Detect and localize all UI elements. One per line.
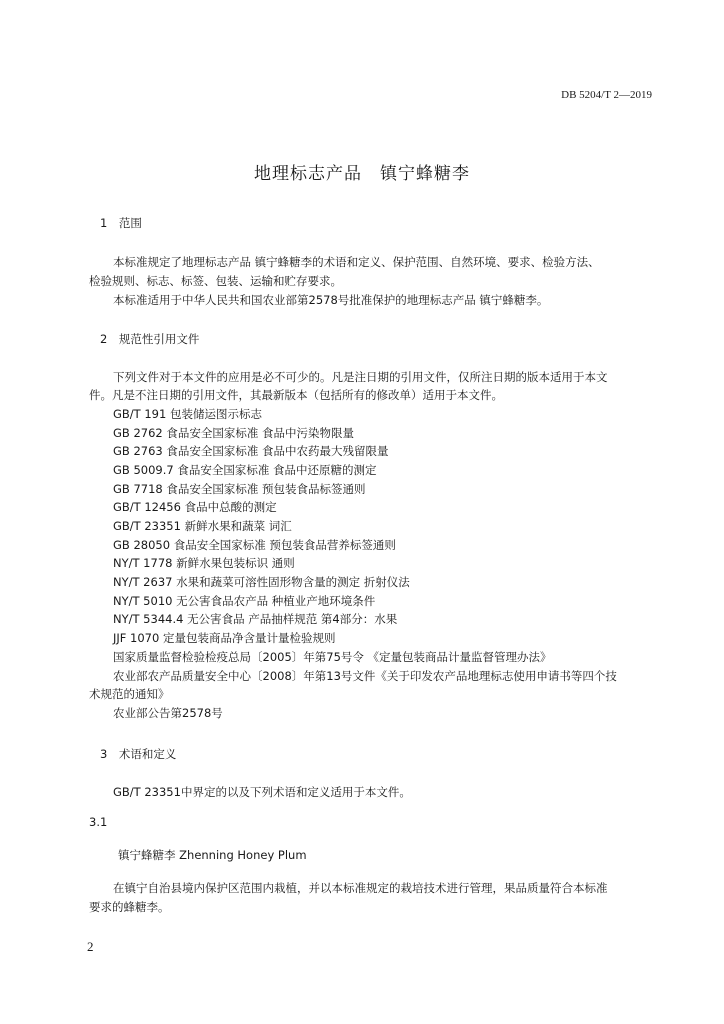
reference-item: 国家质量监督检验检疫总局〔2005〕年第75号令 《定量包装商品计量监督管理办法》 (113, 650, 552, 664)
reference-item: NY/T 5010 无公害食品农产品 种植业产地环境条件 (113, 594, 376, 608)
paragraph-line: 检验规则、标志、标签、包装、运输和贮存要求。 (89, 274, 342, 288)
reference-item: GB/T 23351 新鲜水果和蔬菜 词汇 (113, 519, 292, 533)
term-entry: 镇宁蜂糖李 Zhenning Honey Plum (118, 848, 307, 862)
reference-item: NY/T 2637 水果和蔬菜可溶性固形物含量的测定 折射仪法 (113, 575, 410, 589)
reference-item: JJF 1070 定量包装商品净含量计量检验规则 (113, 631, 336, 645)
reference-item: GB 7718 食品安全国家标准 预包装食品标签通则 (113, 482, 366, 496)
page-number: 2 (87, 939, 94, 954)
reference-item: GB 5009.7 食品安全国家标准 食品中还原糖的测定 (113, 463, 377, 477)
paragraph-line: 要求的蜂糖李。 (89, 900, 170, 914)
paragraph-line: 件。凡是不注日期的引用文件，其最新版本（包括所有的修改单）适用于本文件。 (89, 388, 503, 402)
reference-item: NY/T 1778 新鲜水果包装标识 通则 (113, 556, 295, 570)
reference-item: GB 2762 食品安全国家标准 食品中污染物限量 (113, 426, 355, 440)
page-title: 地理标志产品 镇宁蜂糖李 (254, 164, 470, 184)
reference-item: GB 2763 食品安全国家标准 食品中农药最大残留限量 (113, 444, 389, 458)
reference-item: GB/T 191 包装储运图示标志 (113, 407, 262, 421)
paragraph-line: 下列文件对于本文件的应用是必不可少的。凡是注日期的引用文件，仅所注日期的版本适用于本文 (113, 370, 608, 384)
section-heading-scope: 1 范围 (100, 216, 142, 230)
subsection-number: 3.1 (89, 815, 108, 829)
standard-code: DB 5204/T 2—2019 (561, 89, 652, 101)
reference-item: 农业部农产品质量安全中心〔2008〕年第13号文件《关于印发农产品地理标志使用申请书等四个技 (113, 669, 617, 683)
section-heading-normative-references: 2 规范性引用文件 (100, 332, 200, 346)
reference-item: 术规范的通知》 (89, 687, 170, 701)
paragraph-line: 本标准适用于中华人民共和国农业部第2578号批准保护的地理标志产品 镇宁蜂糖李。 (113, 293, 549, 307)
reference-item: 农业部公告第2578号 (113, 706, 223, 720)
section-heading-terms-definitions: 3 术语和定义 (100, 747, 177, 761)
paragraph-line: GB/T 23351中界定的以及下列术语和定义适用于本文件。 (113, 785, 411, 799)
reference-item: GB 28050 食品安全国家标准 预包装食品营养标签通则 (113, 538, 396, 552)
reference-item: NY/T 5344.4 无公害食品 产品抽样规范 第4部分：水果 (113, 612, 398, 626)
paragraph-line: 在镇宁自治县境内保护区范围内栽植，并以本标准规定的栽培技术进行管理，果品质量符合本标准 (113, 881, 608, 895)
paragraph-line: 本标准规定了地理标志产品 镇宁蜂糖李的术语和定义、保护范围、自然环境、要求、检验方法、 (113, 255, 600, 269)
reference-item: GB/T 12456 食品中总酸的测定 (113, 500, 277, 514)
